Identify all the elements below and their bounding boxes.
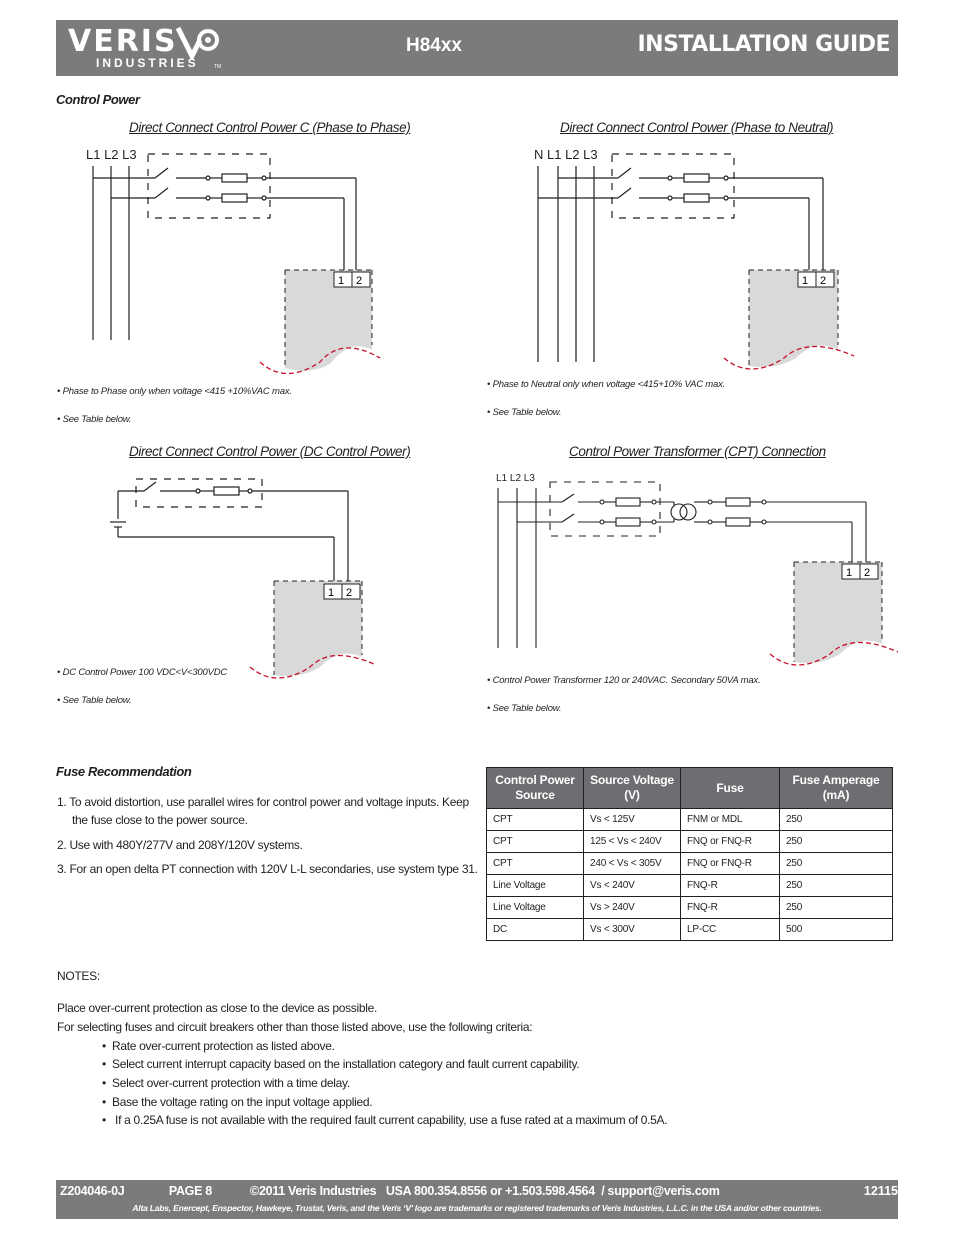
notes-bullet: Base the voltage rating on the input voltage applied.	[112, 1095, 373, 1109]
table-cell: 250	[780, 853, 893, 875]
terminal-1: 1	[338, 275, 345, 287]
wiring-diagram-cpt	[490, 466, 905, 676]
table-cell: Vs < 125V	[584, 809, 681, 831]
table-cell: FNQ-R	[681, 875, 780, 897]
brand-subtitle: INDUSTRIES	[96, 56, 199, 70]
diagram-title-dc: Direct Connect Control Power (DC Control Power)	[129, 444, 411, 459]
table-cell: Line Voltage	[487, 875, 584, 897]
fuse-section-title: Fuse Recommendation	[56, 764, 192, 779]
table-row	[487, 875, 893, 897]
fuse-item: 2. Use with 480Y/277V and 208Y/120V systems.	[57, 838, 303, 852]
line-labels: L1 L2 L3	[496, 473, 535, 484]
wiring-diagram-phase-to-neutral	[528, 140, 868, 380]
diagram-note: • Phase to Phase only when voltage <415 +10%VAC max.	[57, 386, 292, 397]
section-title: Control Power	[56, 92, 140, 107]
header-bar	[56, 20, 898, 76]
terminal-1: 1	[328, 587, 335, 599]
diagram-title-cpt: Control Power Transformer (CPT) Connection	[569, 444, 826, 459]
diagram-note: • See Table below.	[487, 703, 562, 714]
table-cell: Line Voltage	[487, 897, 584, 919]
notes-bullet: If a 0.25A fuse is not available with the required fault current capability, use a fuse rated at a maximum of 0.5A.	[112, 1113, 668, 1127]
column-header: Fuse	[681, 768, 780, 809]
table-cell: 250	[780, 809, 893, 831]
bullet-icon: •	[102, 1076, 106, 1090]
table-cell: LP-CC	[681, 919, 780, 941]
bullet-icon: •	[102, 1039, 106, 1053]
table-cell: FNQ or FNQ-R	[681, 853, 780, 875]
table-row	[487, 853, 893, 875]
table-cell: Vs < 240V	[584, 875, 681, 897]
terminal-2: 2	[356, 275, 363, 287]
table-row	[487, 809, 893, 831]
table-cell: 500	[780, 919, 893, 941]
table-cell: CPT	[487, 809, 584, 831]
table-cell: 250	[780, 897, 893, 919]
terminal-1: 1	[846, 567, 853, 579]
terminal-2: 2	[864, 567, 871, 579]
terminal-1: 1	[802, 275, 809, 287]
notes-bullet: Select over-current protection with a time delay.	[112, 1076, 350, 1090]
table-cell: 250	[780, 875, 893, 897]
diagram-title-phase-to-neutral: Direct Connect Control Power (Phase to Neutral)	[560, 120, 834, 135]
wiring-diagram-dc	[100, 475, 390, 690]
table-cell: DC	[487, 919, 584, 941]
table-cell: 240 < Vs < 305V	[584, 853, 681, 875]
table-cell: 125 < Vs < 240V	[584, 831, 681, 853]
notes-bullet: Select current interrupt capacity based on the installation category and fault current capability.	[112, 1057, 580, 1071]
table-cell: FNQ or FNQ-R	[681, 831, 780, 853]
fuse-table	[486, 767, 893, 941]
notes-bullet: Rate over-current protection as listed above.	[112, 1039, 335, 1053]
diagram-note: • See Table below.	[487, 407, 562, 418]
fuse-item: the fuse close to the power source.	[72, 813, 248, 827]
diagram-note: • DC Control Power 100 VDC<V<300VDC	[57, 667, 228, 678]
table-cell: Vs > 240V	[584, 897, 681, 919]
column-header: Fuse Amperage (mA)	[780, 768, 893, 809]
table-row	[487, 919, 893, 941]
notes-paragraph: Place over-current protection as close to the device as possible.	[57, 1001, 378, 1015]
wiring-diagram-phase-to-phase	[80, 140, 400, 380]
footer-doc-number: 12115	[863, 1184, 898, 1198]
veris-v-logo-icon	[176, 26, 224, 60]
table-cell: CPT	[487, 853, 584, 875]
terminal-2: 2	[346, 587, 353, 599]
line-labels: L1 L2 L3	[86, 147, 137, 162]
diagram-note: • Control Power Transformer 120 or 240VAC. Secondary 50VA max.	[487, 675, 761, 686]
terminal-2: 2	[820, 275, 827, 287]
footer-info: Z204046-0J PAGE 8 ©2011 Veris Industries USA 800.354.8556 or +1.503.598.4564 / support@veris.com	[60, 1184, 720, 1198]
table-cell: CPT	[487, 831, 584, 853]
diagram-note: • See Table below.	[57, 695, 132, 706]
table-header-row	[487, 768, 893, 809]
bullet-icon: •	[102, 1057, 106, 1071]
column-header: Source Voltage (V)	[584, 768, 681, 809]
brand-logo: VERIS	[68, 24, 178, 59]
footer-trademark: Alta Labs, Enercept, Enspector, Hawkeye, Trustat, Veris, and the Veris ‘V’ logo are trademarks or registered trademarks of Veris Industries, L.L.C. in the USA and/or other countries.	[132, 1203, 822, 1213]
fuse-item: 3. For an open delta PT connection with 120V L-L secondaries, use system type 31.	[57, 862, 478, 876]
table-cell: FNQ-R	[681, 897, 780, 919]
line-labels: N L1 L2 L3	[534, 147, 598, 162]
table-row	[487, 897, 893, 919]
fuse-item: 1. To avoid distortion, use parallel wires for control power and voltage inputs. Keep	[57, 795, 469, 809]
page-title: INSTALLATION GUIDE	[637, 32, 890, 57]
bullet-icon: •	[102, 1095, 106, 1109]
trademark-mark: TM	[214, 64, 222, 70]
model-number: H84xx	[406, 35, 462, 56]
table-cell: Vs < 300V	[584, 919, 681, 941]
footer-bar	[56, 1180, 898, 1219]
notes-paragraph: For selecting fuses and circuit breakers other than those listed above, use the following criteria:	[57, 1020, 533, 1034]
bullet-icon: •	[102, 1113, 106, 1127]
diagram-note: • Phase to Neutral only when voltage <415+10% VAC max.	[487, 379, 726, 390]
notes-heading: NOTES:	[57, 969, 100, 983]
table-cell: FNM or MDL	[681, 809, 780, 831]
diagram-title-phase-to-phase: Direct Connect Control Power C (Phase to Phase)	[129, 120, 411, 135]
table-row	[487, 831, 893, 853]
column-header: Control Power Source	[487, 768, 584, 809]
table-cell: 250	[780, 831, 893, 853]
diagram-note: • See Table below.	[57, 414, 132, 425]
